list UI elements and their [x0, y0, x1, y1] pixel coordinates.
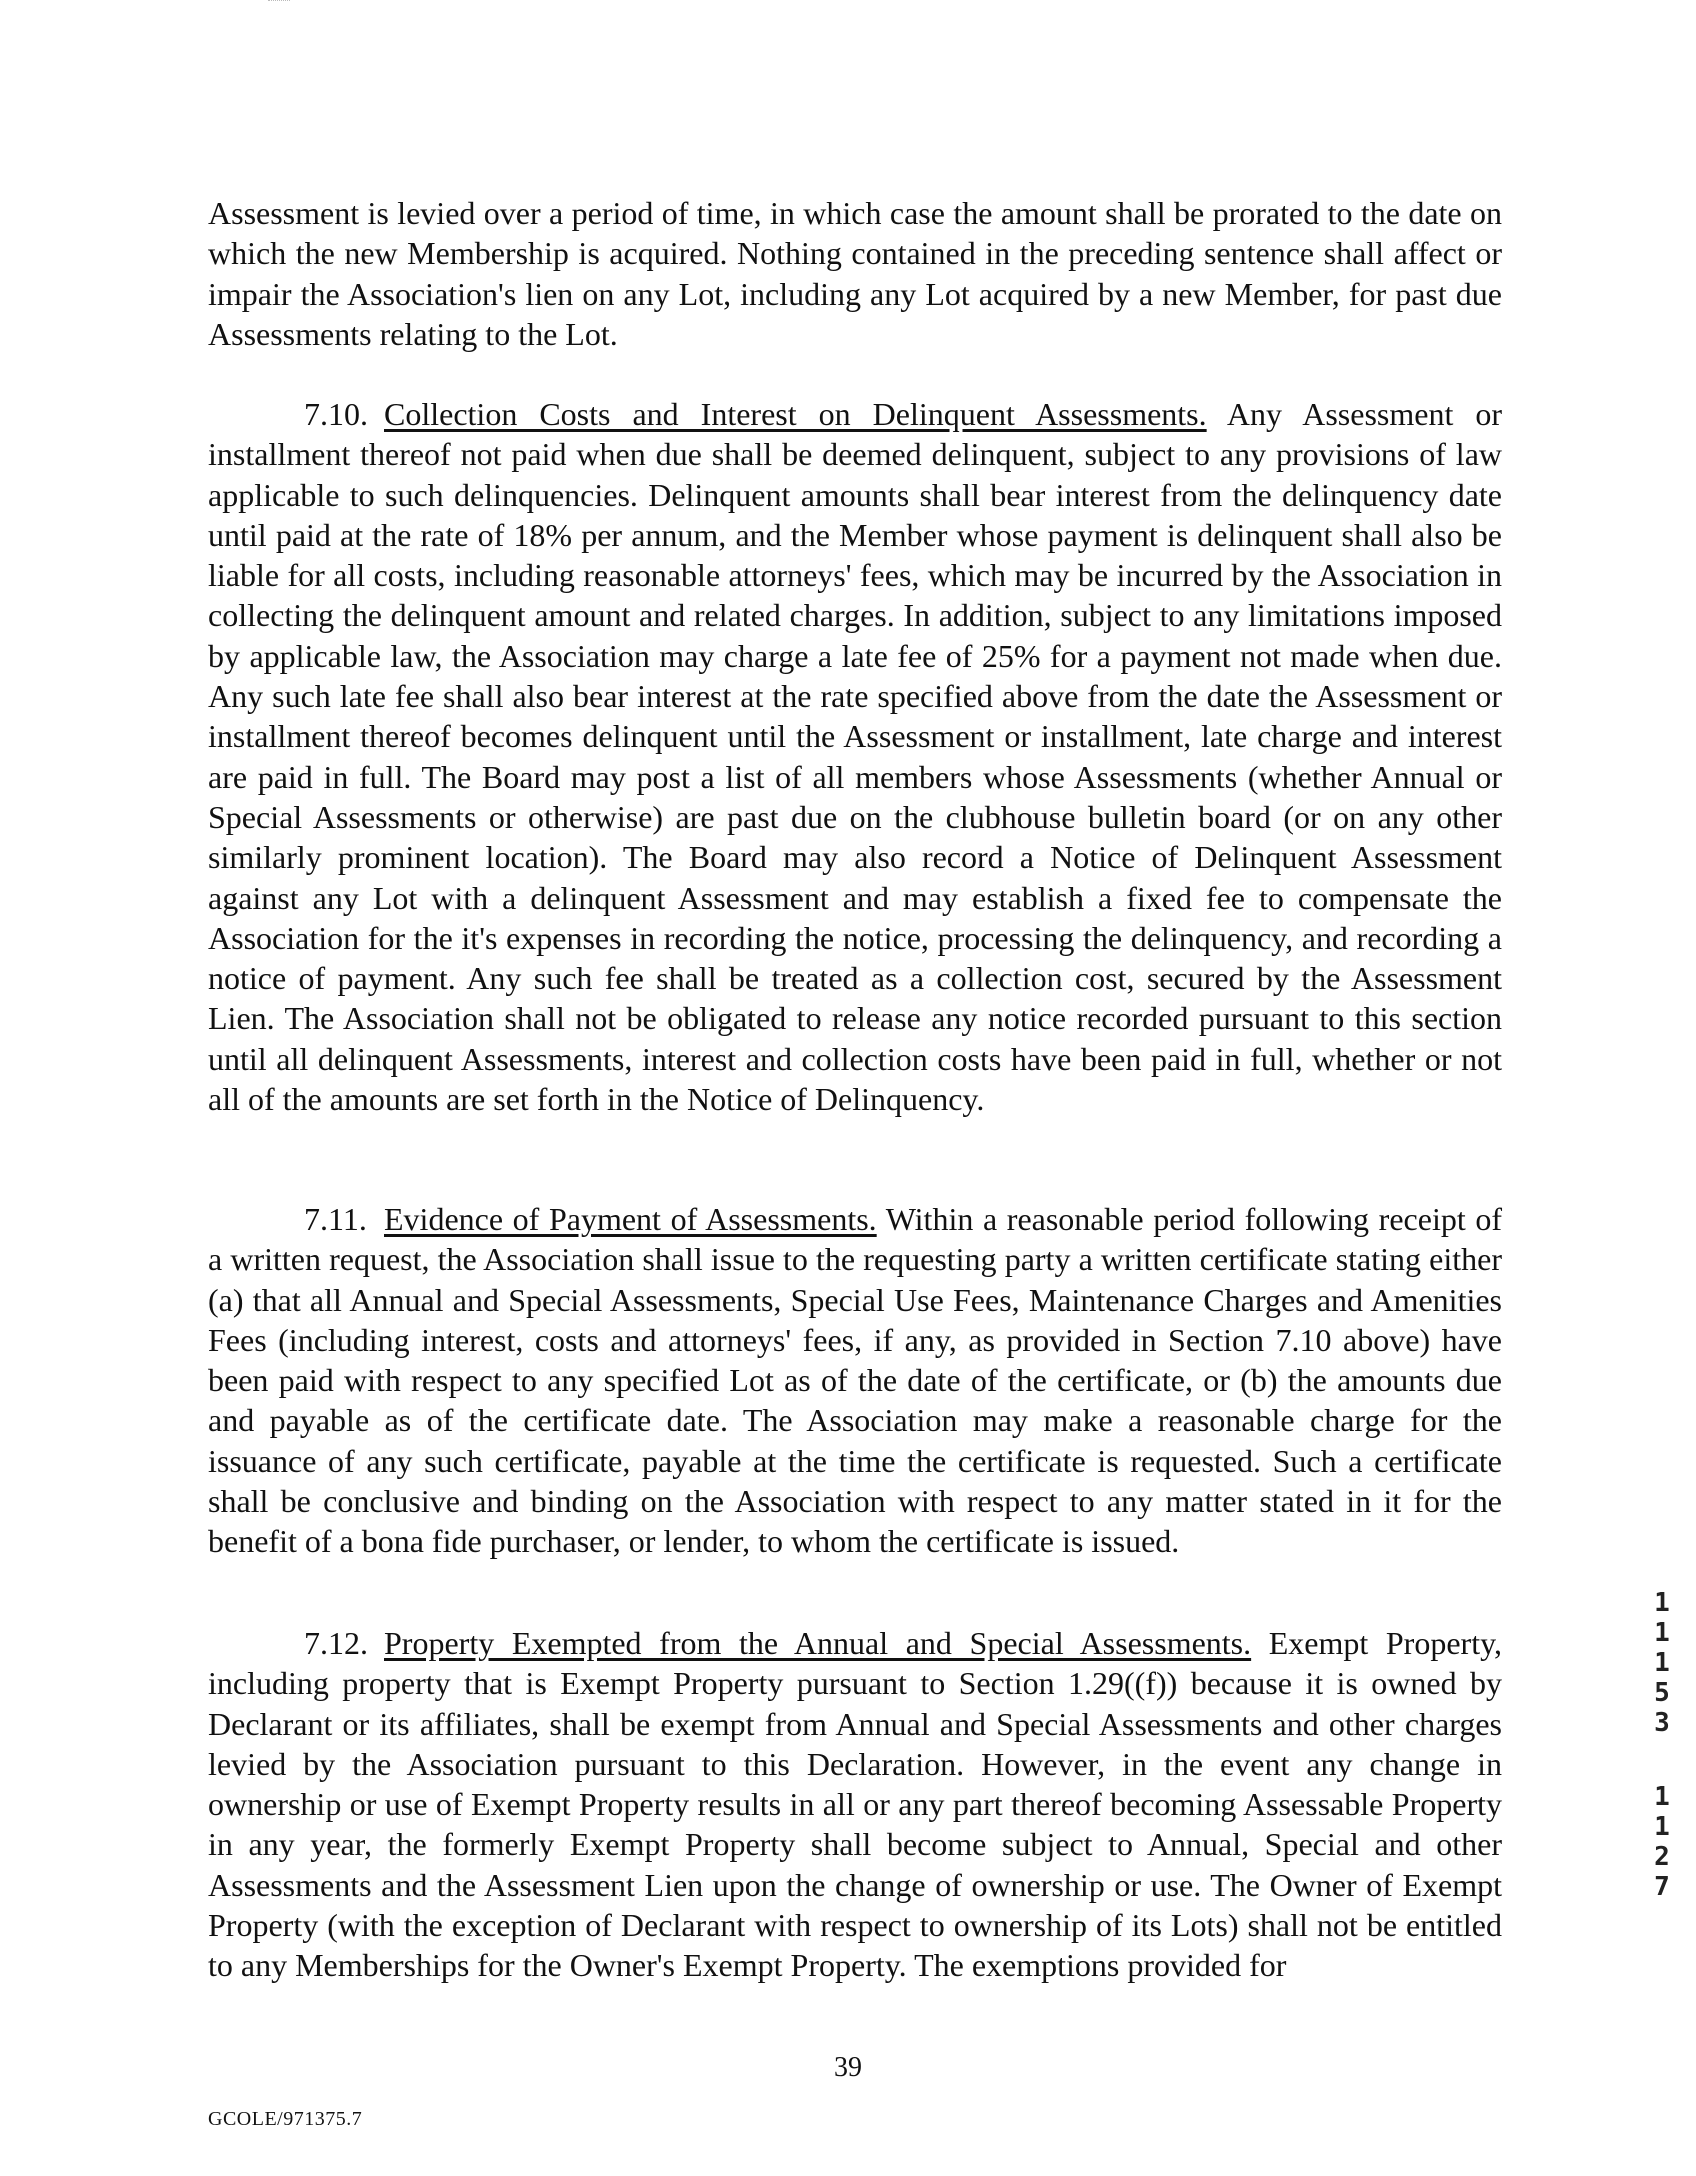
section-body: Exempt Property, including property that is Exempt Property pursuant to Section 1.29((f)) because it is owned by Declarant or its affiliates, shall be exempt from Annual and Special Assessments and other charges levied by the Association pursuant to this Declaration. However, in the event any change in ownership or use of Exempt Property results in all or any part thereof becoming Assessable Property in any year, the formerly Exempt Property shall become subject to Annual, Special and other Assessments and the Assessment Lien upon the change of ownership or use. The Owner of Exempt Property (with the exception of Declarant with respect to ownership of its Lots) shall not be entitled to any Memberships for the Owner's Exempt Property. The exemptions provided for: [208, 1625, 1502, 1984]
recording-stamp: [1648, 1588, 1676, 1902]
section-heading: Property Exempted from the Annual and Special Assessments.: [384, 1625, 1252, 1661]
document-id: GCOLE/971375.7: [208, 2108, 363, 2130]
stamp-digit: 1: [1654, 1588, 1670, 1618]
section-number: 7.11.: [304, 1201, 367, 1237]
stamp-digit: 1: [1654, 1618, 1670, 1648]
stamp-digit: 5: [1654, 1678, 1670, 1708]
page-number: 39: [834, 2052, 862, 2083]
section-heading: Collection Costs and Interest on Delinquent Assessments.: [384, 396, 1207, 432]
scan-artifact: [268, 0, 290, 3]
section-body: Within a reasonable period following receipt of a written request, the Association shall issue to the requesting party a written certificate stating either (a) that all Annual and Special Assessments, Special Use Fees, Maintenance Charges and Amenities Fees (including interest, costs and attorneys' fees, if any, as provided in Section 7.10 above) have been paid with respect to any specified Lot as of the date of the certificate, or (b) the amounts due and payable as of the certificate date. The Association may make a reasonable charge for the issuance of any such certificate, payable at the time the certificate is requested. Such a certificate shall be conclusive and binding on the Association with respect to any matter stated in it for the benefit of a bona fide purchaser, or lender, to whom the certificate is issued.: [208, 1201, 1503, 1560]
section-heading: Evidence of Payment of Assessments.: [384, 1201, 877, 1237]
stamp-digit: 7: [1654, 1872, 1670, 1902]
stamp-gap: [1648, 1738, 1676, 1782]
stamp-digit: 1: [1654, 1782, 1670, 1812]
stamp-digit: 2: [1654, 1842, 1670, 1872]
continuation-paragraph: Assessment is levied over a period of time, in which case the amount shall be prorated to the date on which the new Membership is acquired. Nothing contained in the preceding sentence shall affect or impair the Association's lien on any Lot, including any Lot acquired by a new Member, for past due Assessments relating to the Lot.: [208, 195, 1502, 352]
section-7-12: [208, 1623, 1502, 1986]
section-body: Any Assessment or installment thereof not paid when due shall be deemed delinquent, subject to any provisions of law applicable to such delinquencies. Delinquent amounts shall bear interest from the delinquency date until paid at the rate of 18% per annum, and the Member whose payment is delinquent shall also be liable for all costs, including reasonable attorneys' fees, which may be incurred by the Association in collecting the delinquent amount and related charges. In addition, subject to any limitations imposed by applicable law, the Association may charge a late fee of 25% for a payment not made when due. Any such late fee shall also bear interest at the rate specified above from the date the Assessment or installment thereof becomes delinquent until the Assessment or installment, late charge and interest are paid in full. The Board may post a list of all members whose Assessments (whether Annual or Special Assessments or otherwise) are past due on the clubhouse bulletin board (or on any other similarly prominent location). The Board may also record a Notice of Delinquent Assessment against any Lot with a delinquent Assessment and may establish a fixed fee to compensate the Association for the it's expenses in recording the notice, processing the delinquency, and recording a notice of payment. Any such fee shall be treated as a collection cost, secured by the Assessment Lien. The Association shall not be obligated to release any notice recorded pursuant to this section until all delinquent Assessments, interest and collection costs have been paid in full, whether or not all of the amounts are set forth in the Notice of Delinquency.: [208, 396, 1503, 1118]
section-7-10: [208, 394, 1502, 1119]
stamp-digit: 1: [1654, 1812, 1670, 1842]
stamp-digit: 1: [1654, 1648, 1670, 1678]
section-7-11: [208, 1199, 1502, 1562]
section-number: 7.10.: [304, 396, 368, 432]
stamp-digit: 3: [1654, 1708, 1670, 1738]
section-number: 7.12.: [304, 1625, 368, 1661]
